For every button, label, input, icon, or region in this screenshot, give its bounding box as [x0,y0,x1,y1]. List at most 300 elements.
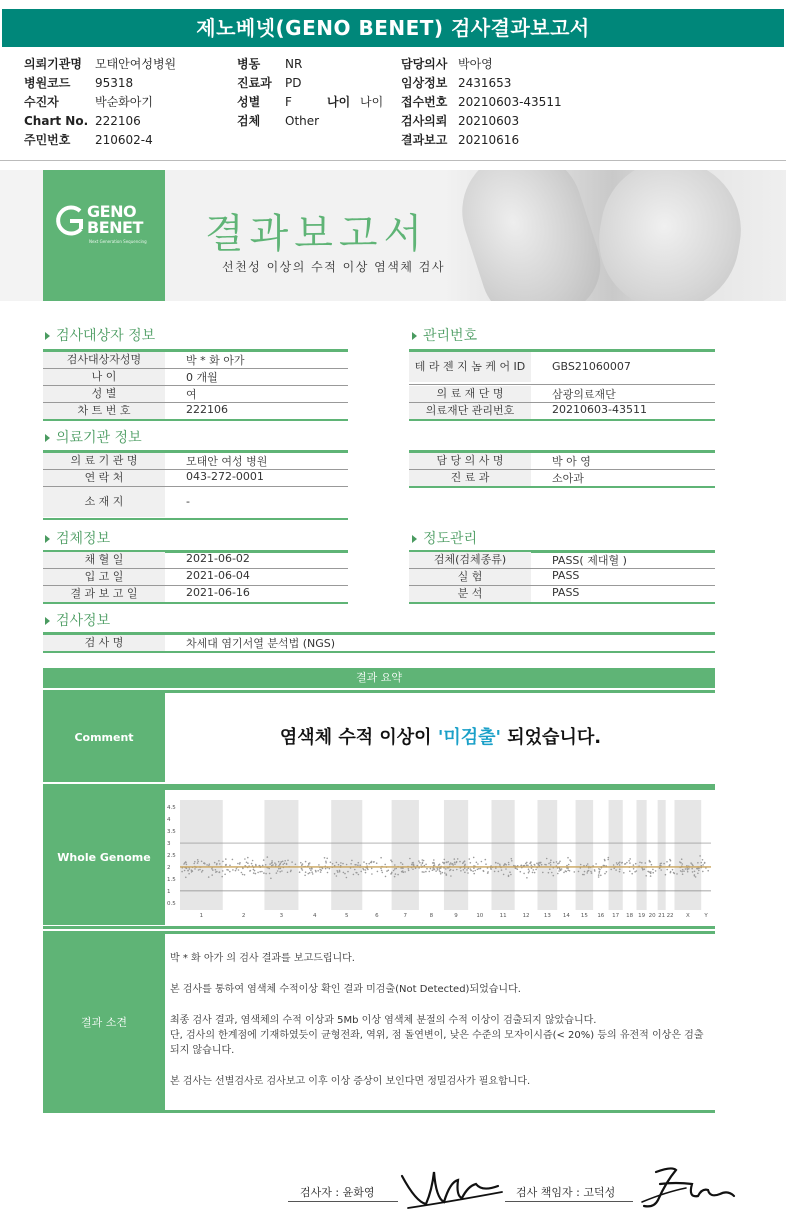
data-point [327,872,329,874]
section-test-title: 검사정보 [56,613,111,629]
header-value: 20210603 [458,114,520,128]
field-label: 테 라 젠 지 놈 케 어 ID [409,352,531,382]
data-point [681,858,683,860]
data-point [459,861,461,863]
data-point [251,863,253,865]
data-point [639,862,641,864]
x-tick-label: 21 [658,913,666,919]
chromosome-band [637,800,647,910]
data-point [422,859,424,861]
header-col2 [237,55,383,131]
data-point [645,862,647,864]
data-point [194,861,196,863]
chromosome-band [331,800,362,910]
data-point [342,863,344,865]
data-point [232,869,234,871]
header-key: 성별 [237,95,261,109]
data-point [286,864,288,866]
data-point [186,864,188,866]
data-point [269,863,271,865]
data-point [422,862,424,864]
data-point [185,877,187,879]
data-point [460,870,462,872]
x-tick-label: 22 [666,913,674,919]
data-point [390,873,392,875]
data-point [508,864,510,866]
logo-subtext: Next Generation Sequencing [89,239,147,244]
data-point [472,870,474,872]
logo-line2: BENET [87,218,143,237]
data-point [347,871,349,873]
data-point [311,871,313,873]
data-point [275,864,277,866]
field-label: 담 당 의 사 명 [409,453,531,469]
header-value: 박아영 [458,57,493,71]
data-point [271,862,273,864]
data-point [271,860,273,862]
report-title: 제노베넷(GENO BENET) 검사결과보고서 [2,9,784,47]
data-point [633,868,635,870]
data-point [487,872,489,874]
field-value: 20210603-43511 [552,403,647,416]
data-point [381,870,383,872]
field-label: 채 혈 일 [43,552,165,568]
data-point [574,871,576,873]
data-point [301,868,303,870]
data-point [701,862,703,864]
data-point [616,862,618,864]
data-point [253,869,255,871]
y-tick-label: 4.5 [167,805,176,812]
data-point [189,868,191,870]
data-point [570,861,572,863]
data-point [568,864,570,866]
header-key: 임상정보 [401,76,448,90]
data-point [422,871,424,873]
data-point [325,868,327,870]
data-point [197,861,199,863]
data-point [553,875,555,877]
data-point [501,869,503,871]
data-point [191,869,193,871]
data-point [702,859,704,861]
data-point [550,859,552,861]
data-point [688,868,690,870]
data-point [469,858,471,860]
field-label: 의 료 재 단 명 [409,386,531,402]
data-point [336,875,338,877]
data-point [679,861,681,863]
data-point [673,872,675,874]
data-point [463,869,465,871]
section-specimen-title: 검체정보 [56,531,111,547]
header-value: 20210603-43511 [458,95,562,109]
field-label: 소 재 지 [43,487,165,517]
data-point [634,871,636,873]
data-point [642,869,644,871]
field-value: PASS [552,569,580,582]
data-point [310,869,312,871]
remark-line: 본 검사를 통하여 염색체 수적이상 확인 결과 미검출(Not Detected)되었습니다. [170,984,521,995]
company-logo [43,170,165,301]
data-point [309,868,311,870]
field-value: 043-272-0001 [186,470,264,483]
data-point [697,862,699,864]
data-point [391,861,393,863]
data-point [510,874,512,876]
field-value: GBS21060007 [552,360,631,373]
data-point [583,874,585,876]
data-point [608,857,610,859]
data-point [497,863,499,865]
data-point [445,868,447,870]
data-point [354,869,356,871]
data-point [418,860,420,862]
signature-line [288,1201,398,1202]
data-point [280,868,282,870]
y-tick-label: 4 [167,817,171,824]
data-point [619,871,621,873]
data-point [229,871,231,873]
data-point [382,872,384,874]
data-point [698,870,700,872]
data-point [353,874,355,876]
data-point [619,864,621,866]
header-value: 222106 [95,114,141,128]
data-point [224,874,226,876]
data-point [411,864,413,866]
data-point [215,869,217,871]
header-value: 2431653 [458,76,512,90]
age-key: 나이 [327,95,351,109]
data-point [232,859,234,861]
data-point [304,875,306,877]
data-point [326,858,328,860]
data-point [277,870,279,872]
field-value: PASS( 제대혈 ) [552,554,627,567]
x-tick-label: 16 [597,913,605,919]
data-point [408,868,410,870]
data-point [707,870,709,872]
data-point [371,868,373,870]
data-point [339,871,341,873]
data-point [276,872,278,874]
data-point [473,873,475,875]
data-point [702,871,704,873]
data-point [221,876,223,878]
data-point [420,864,422,866]
data-point [629,858,631,860]
data-point [590,871,592,873]
data-point [505,868,507,870]
data-point [526,877,528,879]
field-label: 나 이 [43,369,165,385]
x-tick-label: 1 [199,913,204,919]
data-point [351,860,353,862]
field-value: 2021-06-16 [186,586,250,599]
header-value: 모태안여성병원 [95,57,177,71]
data-point [494,871,496,873]
data-point [393,870,395,872]
data-point [227,869,229,871]
remarks-label: 결과 소견 [43,934,165,1112]
data-point [477,863,479,865]
data-point [530,862,532,864]
field-value: - [186,495,190,508]
header-key: 접수번호 [401,95,448,109]
data-point [394,876,396,878]
data-point [647,871,649,873]
data-point [187,870,189,872]
data-point [212,869,214,871]
data-point [397,874,399,876]
data-point [368,863,370,865]
data-point [324,857,326,859]
data-point [467,872,469,874]
header-key: 수진자 [24,95,59,109]
data-point [467,868,469,870]
data-point [456,869,458,871]
section-rule [43,651,715,653]
data-point [586,865,588,867]
data-point [535,869,537,871]
x-tick-label: 4 [313,913,317,919]
data-point [644,868,646,870]
x-tick-label: 7 [403,913,408,919]
data-point [394,868,396,870]
data-point [191,871,193,873]
data-point [599,871,601,873]
data-point [394,864,396,866]
section-arrow-icon [45,617,50,625]
data-point [444,862,446,864]
data-point [413,864,415,866]
data-point [246,862,248,864]
y-tick-label: 3 [167,841,171,848]
header-value: 95318 [95,76,134,90]
comment-post: 되었습니다. [501,727,602,748]
data-point [556,861,558,863]
x-tick-label: 20 [648,913,656,919]
data-point [367,869,369,871]
signature-line [505,1201,633,1202]
data-point [362,868,364,870]
field-value: 삼광의료재단 [552,388,616,401]
data-point [584,871,586,873]
data-point [412,862,414,864]
data-point [508,862,510,864]
data-point [395,868,397,870]
data-point [594,870,596,872]
header-divider [0,160,786,161]
data-point [278,868,280,870]
section-test [45,610,110,630]
manager-signature-image [636,1162,740,1212]
x-tick-label: 8 [429,913,434,919]
field-value: 여 [186,388,197,401]
data-point [546,858,548,860]
data-point [432,869,434,871]
data-point [279,871,281,873]
data-point [557,873,559,875]
data-point [400,862,402,864]
data-point [520,871,522,873]
data-point [598,872,600,874]
data-point [308,864,310,866]
data-point [408,870,410,872]
header-key: 병원코드 [24,76,71,90]
data-point [284,860,286,862]
data-point [237,863,239,865]
section-rule [43,1110,715,1113]
data-point [346,864,348,866]
data-point [236,868,238,870]
section-arrow-icon [412,332,417,340]
data-point [435,870,437,872]
comment-highlight: '미검출' [437,727,502,748]
data-point [185,862,187,864]
data-point [528,872,530,874]
data-point [666,861,668,863]
data-point [340,862,342,864]
data-point [532,872,534,874]
data-point [692,865,694,867]
data-point [550,862,552,864]
data-point [201,861,203,863]
data-point [687,869,689,871]
data-point [239,863,241,865]
data-point [343,872,345,874]
data-point [201,871,203,873]
data-point [423,871,425,873]
field-label: 의 료 기 관 명 [43,453,165,469]
data-point [470,870,472,872]
data-point [380,857,382,859]
x-tick-label: 3 [279,913,284,919]
data-point [357,864,359,866]
chromosome-band [444,800,468,910]
data-point [257,872,259,874]
data-point [540,862,542,864]
data-point [704,862,706,864]
section-subject [45,325,155,345]
data-point [623,872,625,874]
data-point [263,859,265,861]
data-point [336,862,338,864]
field-label: 분 석 [409,586,531,602]
data-point [670,871,672,873]
chromosome-band [491,800,514,910]
section-rule [409,419,715,421]
x-tick-label: 17 [612,913,620,919]
data-point [442,872,444,874]
data-point [607,859,609,861]
data-point [586,872,588,874]
data-point [587,863,589,865]
data-point [669,859,671,861]
header-value: 박순화아기 [95,95,153,109]
row-divider [409,384,715,385]
data-point [528,870,530,872]
data-point [302,869,304,871]
x-tick-label: 19 [638,913,646,919]
data-point [702,864,704,866]
data-point [402,870,404,872]
data-point [603,865,605,867]
data-point [439,870,441,872]
data-point [553,862,555,864]
field-value: 2021-06-02 [186,552,250,565]
data-point [433,865,435,867]
data-point [424,865,426,867]
data-point [439,868,441,870]
data-point [558,870,560,872]
header-key: 검체 [237,114,261,128]
data-point [565,870,567,872]
data-point [425,871,427,873]
remark-line: 최종 검사 결과, 염색체의 수적 이상과 5Mb 이상 염색체 분절의 수적 이상이 검출되지 않았습니다. [170,1015,597,1026]
x-tick-label: 15 [580,913,588,919]
data-point [235,870,237,872]
data-point [694,871,696,873]
data-point [531,864,533,866]
data-point [621,862,623,864]
data-point [613,864,615,866]
header-key: 주민번호 [24,133,71,147]
data-point [508,876,510,878]
data-point [549,868,551,870]
data-point [464,865,466,867]
data-point [315,871,317,873]
tester-signature-label: 검사자 : 윤화영 [300,1186,375,1199]
data-point [613,868,615,870]
data-point [578,871,580,873]
data-point [440,873,442,875]
data-point [262,865,264,867]
data-point [446,874,448,876]
data-point [633,864,635,866]
data-point [541,864,543,866]
data-point [356,872,358,874]
data-point [337,871,339,873]
data-point [242,874,244,876]
header-value: NR [285,57,303,71]
data-point [595,863,597,865]
data-point [617,864,619,866]
data-point [282,861,284,863]
data-point [270,878,272,880]
data-point [692,871,694,873]
data-point [504,864,506,866]
data-point [308,873,310,875]
data-point [635,863,637,865]
data-point [697,868,699,870]
data-point [358,862,360,864]
x-tick-label: Y [704,913,708,919]
data-point [450,869,452,871]
data-point [302,863,304,865]
data-point [651,864,653,866]
data-point [434,868,436,870]
data-point [598,868,600,870]
data-point [268,868,270,870]
data-point [319,869,321,871]
section-qc-title: 정도관리 [423,531,478,547]
data-point [241,872,243,874]
data-point [598,876,600,878]
data-point [619,868,621,870]
data-point [280,861,282,863]
